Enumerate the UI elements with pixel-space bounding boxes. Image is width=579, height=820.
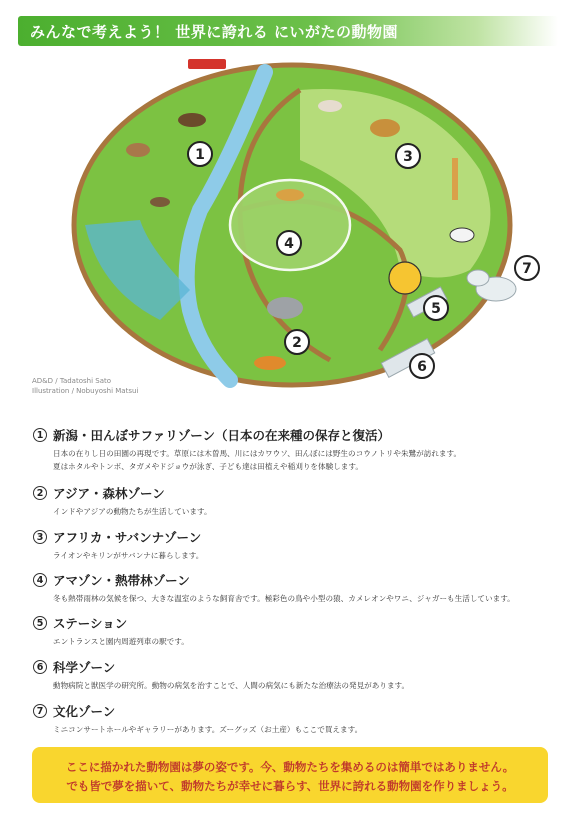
credit-line-1: AD&D / Tadatoshi Sato — [32, 377, 112, 385]
zone-number-badge: 1 — [33, 428, 47, 442]
zone-title: アジア・森林ゾーン — [53, 486, 165, 501]
zone-title: 文化ゾーン — [53, 704, 116, 719]
tiger-mascot — [389, 262, 421, 294]
zone-description: 日本の在りし日の田園の再現です。草原には木曽馬、川にはカワウソ、田んぼには野生のコウノトリや朱鷺が訪れます。 — [53, 449, 462, 458]
zone-item-7 — [33, 702, 573, 736]
zone-description: 動物病院と獣医学の研究所。動物の病気を治すことで、人間の病気にも新たな治療法の発見があります。 — [53, 681, 410, 690]
zone-number-badge: 7 — [33, 704, 47, 718]
zone-description: 夏はホタルやトンボ、タガメやドジョウが泳ぎ、子ども達は田植えや稲刈りを体験します。 — [53, 462, 363, 471]
zone-number-badge: 3 — [33, 530, 47, 544]
zone-description: 冬も熱帯雨林の気候を保つ、大きな温室のような飼育舎です。極彩色の鳥や小型の猿、カメレオンやワニ、ジャガーも生活しています。 — [53, 594, 515, 603]
zone-item-1 — [33, 426, 573, 473]
zone-number-badge: 5 — [33, 616, 47, 630]
zone-title: 新潟・田んぼサファリゾーン（日本の在来種の保存と復活） — [53, 428, 391, 443]
animal-elephants — [267, 297, 303, 319]
animal-deer — [126, 143, 150, 157]
zone-item-6 — [33, 658, 573, 692]
svg-text:2: 2 — [292, 335, 302, 351]
zone-title: アマゾン・熱帯林ゾーン — [53, 573, 190, 588]
credit-line-2: Illustration / Nobuyoshi Matsui — [32, 387, 139, 395]
zoo-map-illustration — [0, 50, 579, 390]
map-marker-1 — [188, 142, 212, 166]
map-marker-3 — [396, 144, 420, 168]
svg-text:7: 7 — [522, 261, 532, 277]
map-marker-2 — [285, 330, 309, 354]
zone-item-3 — [33, 528, 573, 562]
zone-description: ミニコンサートホールやギャラリーがあります。ズーグッズ（お土産）もここで買えます。 — [53, 725, 363, 734]
svg-text:5: 5 — [431, 301, 441, 317]
map-marker-7 — [515, 256, 539, 280]
zone-description: ライオンやキリンがサバンナに暮らします。 — [53, 551, 204, 560]
animal-lion — [370, 119, 400, 137]
svg-text:1: 1 — [195, 147, 205, 163]
zone-title: 科学ゾーン — [53, 660, 116, 675]
zone-title: ステーション — [53, 616, 128, 631]
animal-oryx — [318, 100, 342, 112]
title-banner — [18, 16, 558, 46]
page-title: みんなで考えよう！ 世界に誇れる にいがたの動物園 — [30, 23, 398, 41]
culture-building-2 — [467, 270, 489, 286]
zone-number-badge: 4 — [33, 573, 47, 587]
zone-description: エントランスと園内周遊列車の駅です。 — [53, 637, 189, 646]
svg-text:6: 6 — [417, 359, 427, 375]
map-marker-6 — [410, 354, 434, 378]
animal-zebra — [450, 228, 474, 242]
animal-giraffe — [452, 158, 458, 200]
message-box — [32, 747, 548, 803]
zone-number-badge: 6 — [33, 660, 47, 674]
svg-text:3: 3 — [403, 149, 413, 165]
zone-item-2 — [33, 484, 573, 518]
train — [188, 59, 226, 69]
zone-description: インドやアジアの動物たちが生活しています。 — [53, 507, 212, 516]
zone-item-5 — [33, 614, 573, 648]
animal-tiger — [254, 356, 286, 370]
message-line-1: ここに描かれた動物園は夢の姿です。今、動物たちを集めるのは簡単ではありません。 — [65, 760, 515, 774]
message-line-2: でも皆で夢を描いて、動物たちが幸せに暮らす、世界に誇れる動物園を作りましょう。 — [66, 779, 514, 793]
illustration-credit — [32, 376, 138, 396]
zone-number-badge: 2 — [33, 486, 47, 500]
zone-title: アフリカ・サバンナゾーン — [53, 530, 202, 545]
map-marker-4 — [277, 231, 301, 255]
animal-jaguar — [276, 189, 304, 201]
map-marker-5 — [424, 296, 448, 320]
animal-horses — [178, 113, 206, 127]
zone-item-4 — [33, 571, 573, 605]
animal-otters — [150, 197, 170, 207]
svg-text:4: 4 — [284, 236, 294, 252]
